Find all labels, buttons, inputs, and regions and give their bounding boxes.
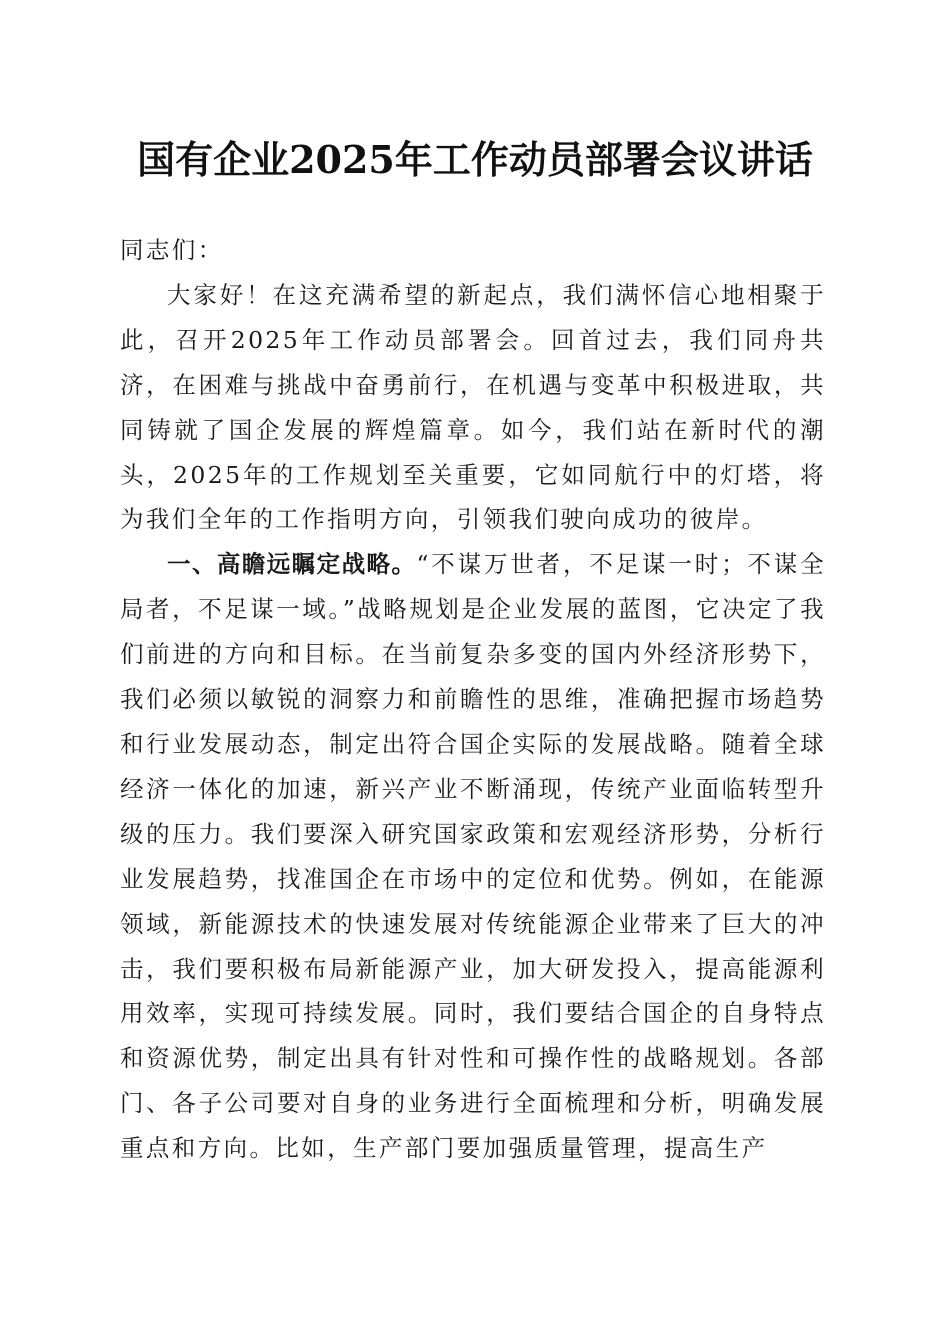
paragraph-strategy <box>120 542 826 1171</box>
salutation: 同志们： <box>120 236 224 264</box>
section-heading-strategy: 一、高瞻远瞩定战略。 <box>167 550 417 579</box>
paragraph-strategy-text: “不谋万世者，不足谋一时；不谋全局者，不足谋一域。”战略规划是企业发展的蓝图，它决定了我们前进的方向和目标。在当前复杂多变的国内外经济形势下，我们必须以敏锐的洞察力和前瞻性的思维，准确把握市场趋势和行业发展动态，制定出符合国企实际的发展战略。随着全球经济一体化的加速，新兴产业不断涌现，传统产业面临转型升级的压力。我们要深入研究国家政策和宏观经济形势，分析行业发展趋势，找准国企在市场中的定位和优势。例如，在能源领域，新能源技术的快速发展对传统能源企业带来了巨大的冲击，我们要积极布局新能源产业，加大研发投入，提高能源利用效率，实现可持续发展。同时，我们要结合国企的自身特点和资源优势，制定出具有针对性和可操作性的战略规划。各部门、各子公司要对自身的业务进行全面梳理和分析，明确发展重点和方向。比如，生产部门要加强质量管理，提高生产 <box>120 550 826 1163</box>
paragraph-opening-text: 大家好！在这充满希望的新起点，我们满怀信心地相聚于此，召开2025年工作动员部署会。回首过去，我们同舟共济，在困难与挑战中奋勇前行，在机遇与变革中积极进取，共同铸就了国企发展的辉煌篇章。如今，我们站在新时代的潮头，2025年的工作规划至关重要，它如同航行中的灯塔，将为我们全年的工作指明方向，引领我们驶向成功的彼岸。 <box>120 280 826 534</box>
document-body <box>120 228 826 1171</box>
document-title: 国有企业2025年工作动员部署会议讲话 <box>137 137 813 182</box>
paragraph-opening <box>120 273 826 542</box>
